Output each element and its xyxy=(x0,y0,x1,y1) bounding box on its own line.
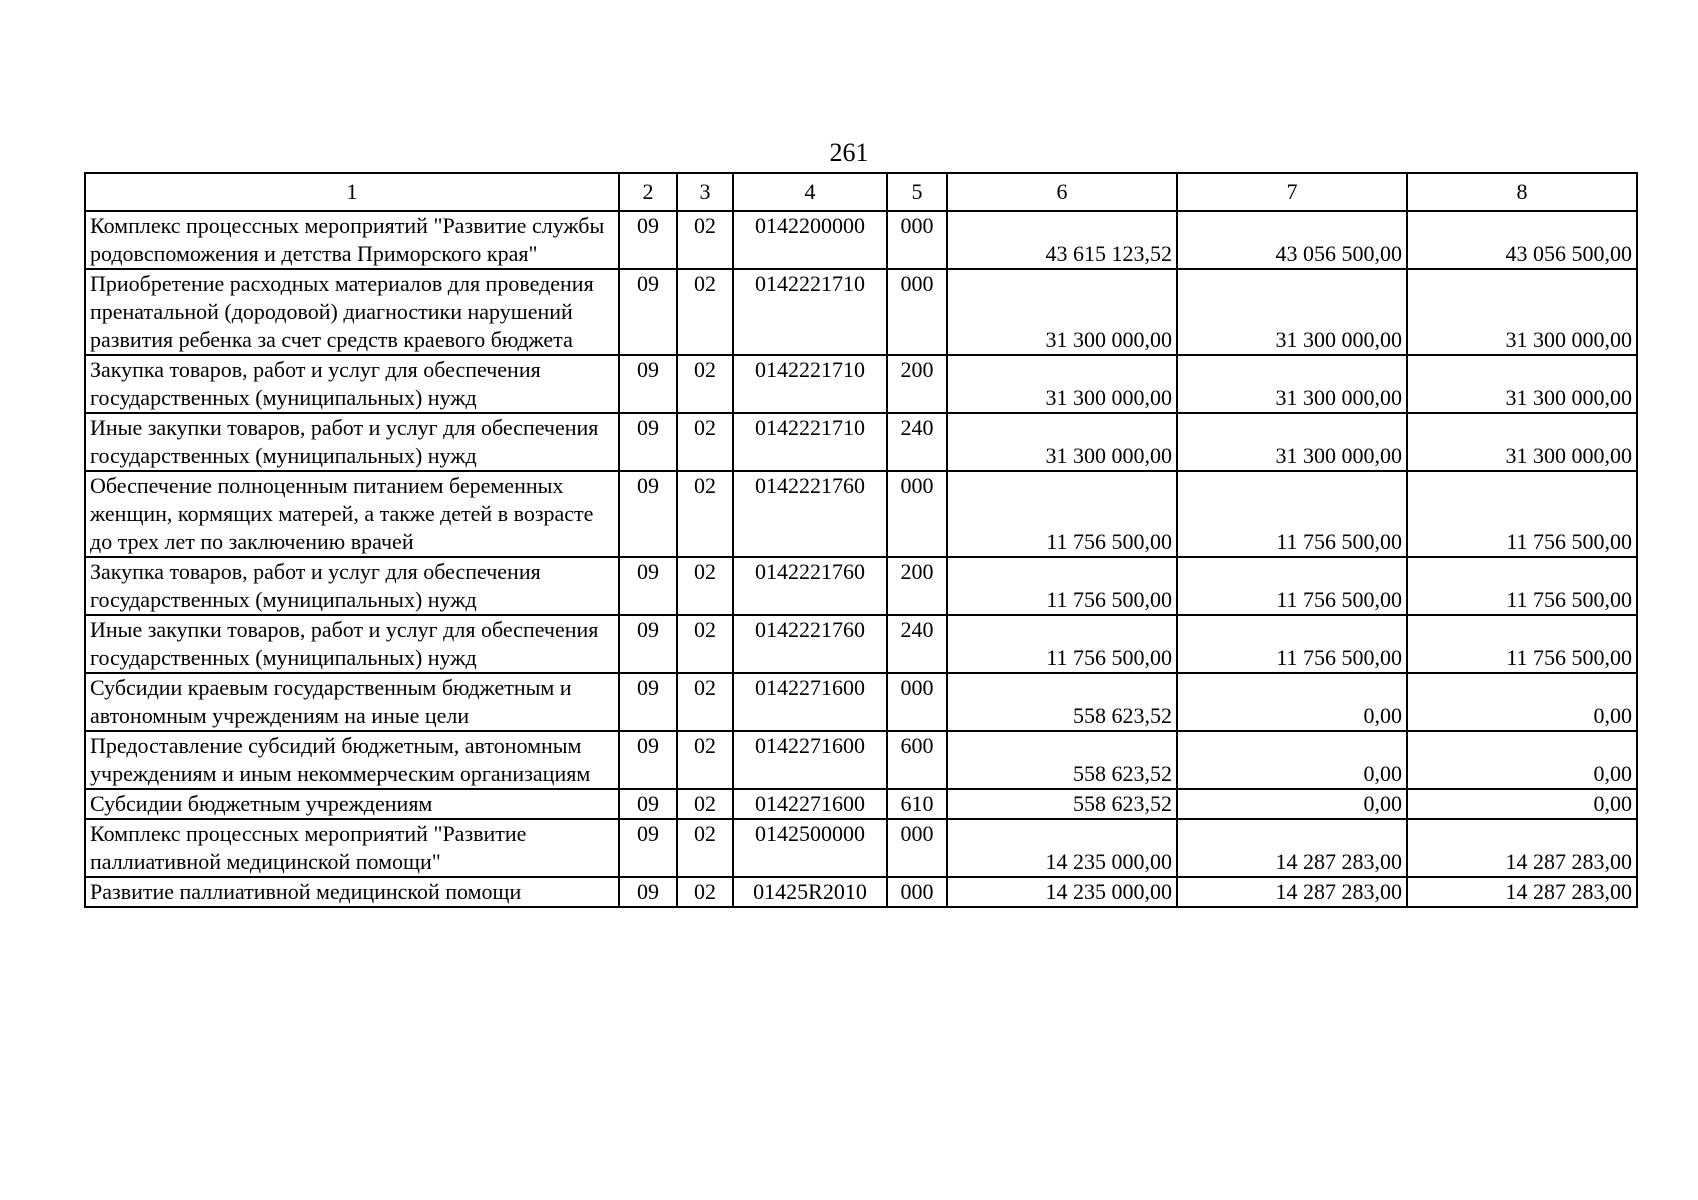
row-code-5: 200 xyxy=(887,557,947,615)
row-amount-8: 14 287 283,00 xyxy=(1407,877,1637,907)
row-code-4: 0142221710 xyxy=(733,355,887,413)
row-code-2: 09 xyxy=(619,471,677,557)
row-code-4: 0142271600 xyxy=(733,673,887,731)
row-amount-8: 11 756 500,00 xyxy=(1407,557,1637,615)
row-amount-8: 11 756 500,00 xyxy=(1407,471,1637,557)
row-code-3: 02 xyxy=(677,615,733,673)
row-amount-6: 558 623,52 xyxy=(947,789,1177,819)
column-header: 2 xyxy=(619,173,677,211)
row-code-4: 01425R2010 xyxy=(733,877,887,907)
table-row xyxy=(85,211,1637,269)
row-code-5: 000 xyxy=(887,877,947,907)
row-amount-7: 14 287 283,00 xyxy=(1177,877,1407,907)
row-name: Субсидии краевым государственным бюджетным и автономным учреждениям на иные цели xyxy=(85,673,619,731)
row-name: Иные закупки товаров, работ и услуг для обеспечения государственных (муниципальных) нужд xyxy=(85,413,619,471)
row-code-5: 000 xyxy=(887,673,947,731)
row-code-5: 000 xyxy=(887,211,947,269)
row-code-5: 000 xyxy=(887,269,947,355)
row-code-4: 0142221760 xyxy=(733,615,887,673)
row-amount-6: 31 300 000,00 xyxy=(947,269,1177,355)
row-code-2: 09 xyxy=(619,731,677,789)
row-amount-6: 558 623,52 xyxy=(947,673,1177,731)
row-name: Закупка товаров, работ и услуг для обеспечения государственных (муниципальных) нужд xyxy=(85,355,619,413)
row-amount-8: 0,00 xyxy=(1407,789,1637,819)
row-amount-8: 0,00 xyxy=(1407,673,1637,731)
row-code-4: 0142500000 xyxy=(733,819,887,877)
row-code-3: 02 xyxy=(677,413,733,471)
row-code-4: 0142271600 xyxy=(733,789,887,819)
table-row xyxy=(85,413,1637,471)
row-code-5: 600 xyxy=(887,731,947,789)
row-code-2: 09 xyxy=(619,355,677,413)
column-header: 6 xyxy=(947,173,1177,211)
row-name: Приобретение расходных материалов для проведения пренатальной (дородовой) диагностики нарушений развития ребенка за счет средств краевого бюджета xyxy=(85,269,619,355)
row-code-5: 610 xyxy=(887,789,947,819)
row-code-2: 09 xyxy=(619,615,677,673)
row-code-4: 0142221760 xyxy=(733,557,887,615)
row-amount-6: 31 300 000,00 xyxy=(947,355,1177,413)
row-code-3: 02 xyxy=(677,557,733,615)
row-code-5: 240 xyxy=(887,615,947,673)
row-name: Иные закупки товаров, работ и услуг для обеспечения государственных (муниципальных) нужд xyxy=(85,615,619,673)
row-code-5: 000 xyxy=(887,471,947,557)
header-row xyxy=(85,173,1637,211)
row-code-4: 0142200000 xyxy=(733,211,887,269)
row-amount-7: 11 756 500,00 xyxy=(1177,615,1407,673)
budget-table xyxy=(84,172,1638,908)
table-row xyxy=(85,789,1637,819)
row-code-4: 0142221760 xyxy=(733,471,887,557)
table-row xyxy=(85,615,1637,673)
table-row xyxy=(85,471,1637,557)
row-amount-6: 14 235 000,00 xyxy=(947,819,1177,877)
row-code-3: 02 xyxy=(677,269,733,355)
table-row xyxy=(85,269,1637,355)
row-code-5: 200 xyxy=(887,355,947,413)
row-code-4: 0142221710 xyxy=(733,413,887,471)
table-row xyxy=(85,673,1637,731)
row-name: Субсидии бюджетным учреждениям xyxy=(85,789,619,819)
row-code-2: 09 xyxy=(619,877,677,907)
row-amount-8: 43 056 500,00 xyxy=(1407,211,1637,269)
row-amount-7: 31 300 000,00 xyxy=(1177,355,1407,413)
row-name: Предоставление субсидий бюджетным, автономным учреждениям и иным некоммерческим организациям xyxy=(85,731,619,789)
column-header: 8 xyxy=(1407,173,1637,211)
row-amount-8: 14 287 283,00 xyxy=(1407,819,1637,877)
row-amount-7: 0,00 xyxy=(1177,789,1407,819)
row-amount-6: 14 235 000,00 xyxy=(947,877,1177,907)
row-code-4: 0142271600 xyxy=(733,731,887,789)
row-code-2: 09 xyxy=(619,211,677,269)
row-code-3: 02 xyxy=(677,877,733,907)
row-amount-6: 31 300 000,00 xyxy=(947,413,1177,471)
row-amount-7: 11 756 500,00 xyxy=(1177,557,1407,615)
row-code-5: 240 xyxy=(887,413,947,471)
row-code-5: 000 xyxy=(887,819,947,877)
row-name: Развитие паллиативной медицинской помощи xyxy=(85,877,619,907)
table-row xyxy=(85,819,1637,877)
row-amount-7: 31 300 000,00 xyxy=(1177,413,1407,471)
row-code-3: 02 xyxy=(677,789,733,819)
row-amount-6: 11 756 500,00 xyxy=(947,471,1177,557)
column-header: 3 xyxy=(677,173,733,211)
row-code-3: 02 xyxy=(677,673,733,731)
row-amount-6: 11 756 500,00 xyxy=(947,615,1177,673)
row-amount-6: 558 623,52 xyxy=(947,731,1177,789)
row-amount-8: 0,00 xyxy=(1407,731,1637,789)
column-header: 1 xyxy=(85,173,619,211)
table-row xyxy=(85,557,1637,615)
row-amount-7: 11 756 500,00 xyxy=(1177,471,1407,557)
row-name: Закупка товаров, работ и услуг для обеспечения государственных (муниципальных) нужд xyxy=(85,557,619,615)
row-amount-7: 0,00 xyxy=(1177,673,1407,731)
row-code-2: 09 xyxy=(619,557,677,615)
row-code-3: 02 xyxy=(677,211,733,269)
row-code-2: 09 xyxy=(619,789,677,819)
row-name: Обеспечение полноценным питанием беременных женщин, кормящих матерей, а также детей в возрасте до трех лет по заключению врачей xyxy=(85,471,619,557)
row-code-3: 02 xyxy=(677,731,733,789)
row-amount-7: 31 300 000,00 xyxy=(1177,269,1407,355)
row-amount-6: 11 756 500,00 xyxy=(947,557,1177,615)
row-amount-8: 31 300 000,00 xyxy=(1407,355,1637,413)
column-header: 7 xyxy=(1177,173,1407,211)
row-amount-8: 11 756 500,00 xyxy=(1407,615,1637,673)
row-code-4: 0142221710 xyxy=(733,269,887,355)
row-code-3: 02 xyxy=(677,355,733,413)
row-name: Комплекс процессных мероприятий "Развитие службы родовспоможения и детства Приморского края" xyxy=(85,211,619,269)
row-amount-7: 0,00 xyxy=(1177,731,1407,789)
row-code-3: 02 xyxy=(677,819,733,877)
row-amount-7: 14 287 283,00 xyxy=(1177,819,1407,877)
page-number: 261 xyxy=(829,138,869,167)
table-row xyxy=(85,731,1637,789)
row-amount-7: 43 056 500,00 xyxy=(1177,211,1407,269)
table-row xyxy=(85,877,1637,907)
row-code-2: 09 xyxy=(619,413,677,471)
table-row xyxy=(85,355,1637,413)
row-code-2: 09 xyxy=(619,673,677,731)
row-amount-6: 43 615 123,52 xyxy=(947,211,1177,269)
column-header: 5 xyxy=(887,173,947,211)
row-amount-8: 31 300 000,00 xyxy=(1407,413,1637,471)
row-code-2: 09 xyxy=(619,269,677,355)
column-header: 4 xyxy=(733,173,887,211)
row-amount-8: 31 300 000,00 xyxy=(1407,269,1637,355)
row-code-3: 02 xyxy=(677,471,733,557)
row-code-2: 09 xyxy=(619,819,677,877)
row-name: Комплекс процессных мероприятий "Развитие паллиативной медицинской помощи" xyxy=(85,819,619,877)
